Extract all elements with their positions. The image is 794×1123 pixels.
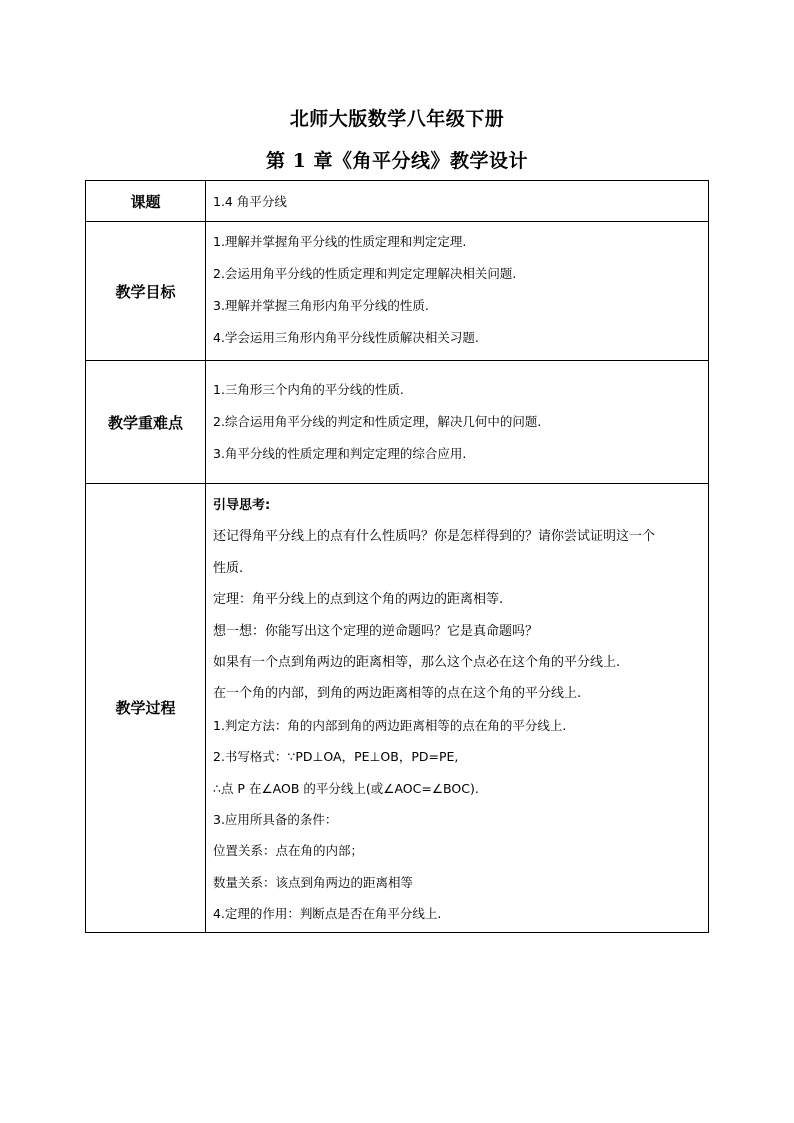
goal-item: 1.理解并掌握角平分线的性质定理和判定定理. xyxy=(213,234,467,249)
process-line: 位置关系：点在角的内部； xyxy=(213,843,364,859)
table-row-goals xyxy=(86,222,709,361)
process-line: 数量关系：该点到角两边的距离相等 xyxy=(213,874,414,890)
process-label: 教学过程 xyxy=(86,484,206,933)
document-title: 北师大版数学八年级下册 xyxy=(289,108,505,130)
topic-value: 1.4 角平分线 xyxy=(206,181,709,222)
process-line: 1.判定方法：角的内部到角的两边距离相等的点在角的平分线上. xyxy=(213,717,567,733)
lesson-plan-table xyxy=(85,180,709,933)
process-line: 如果有一个点到角两边的距离相等，那么这个点必在这个角的平分线上. xyxy=(213,655,621,671)
process-line: 定理：角平分线上的点到这个角的两边的距离相等. xyxy=(213,592,504,608)
key-points-content xyxy=(206,361,709,484)
process-line: 4.定理的作用：判断点是否在角平分线上. xyxy=(213,906,442,922)
topic-label: 课题 xyxy=(86,181,206,222)
process-heading: 引导思考: xyxy=(213,498,271,513)
process-line: 3.应用所具备的条件： xyxy=(213,812,338,828)
key-point-item: 3.角平分线的性质定理和判定定理的综合应用. xyxy=(213,446,467,461)
goal-item: 3.理解并掌握三角形内角平分线的性质. xyxy=(213,298,429,313)
process-content xyxy=(206,484,709,933)
process-line: 还记得角平分线上的点有什么性质吗？你是怎样得到的？请你尝试证明这一个 xyxy=(213,529,656,545)
table-row-process xyxy=(86,484,709,933)
key-point-item: 2.综合运用角平分线的判定和性质定理，解决几何中的问题. xyxy=(213,414,542,429)
goals-label: 教学目标 xyxy=(86,222,206,361)
process-line: 在一个角的内部，到角的两边距离相等的点在这个角的平分线上. xyxy=(213,686,582,702)
goal-item: 2.会运用角平分线的性质定理和判定定理解决相关问题. xyxy=(213,266,517,281)
process-line: 性质. xyxy=(213,560,244,576)
goals-content xyxy=(206,222,709,361)
key-point-item: 1.三角形三个内角的平分线的性质. xyxy=(213,382,404,397)
table-row-key-points xyxy=(86,361,709,484)
process-line: ∴点 P 在∠AOB 的平分线上(或∠AOC=∠BOC). xyxy=(213,780,479,796)
key-points-label: 教学重难点 xyxy=(86,361,206,484)
goal-item: 4.学会运用三角形内角平分线性质解决相关习题. xyxy=(213,330,479,345)
document-subtitle: 第 1 章《角平分线》教学设计 xyxy=(266,150,528,172)
process-line: 想一想：你能写出这个定理的逆命题吗？它是真命题吗？ xyxy=(213,623,539,639)
table-row-topic xyxy=(86,181,709,222)
process-line: 2.书写格式：∵PD⊥OA，PE⊥OB，PD=PE, xyxy=(213,749,459,765)
